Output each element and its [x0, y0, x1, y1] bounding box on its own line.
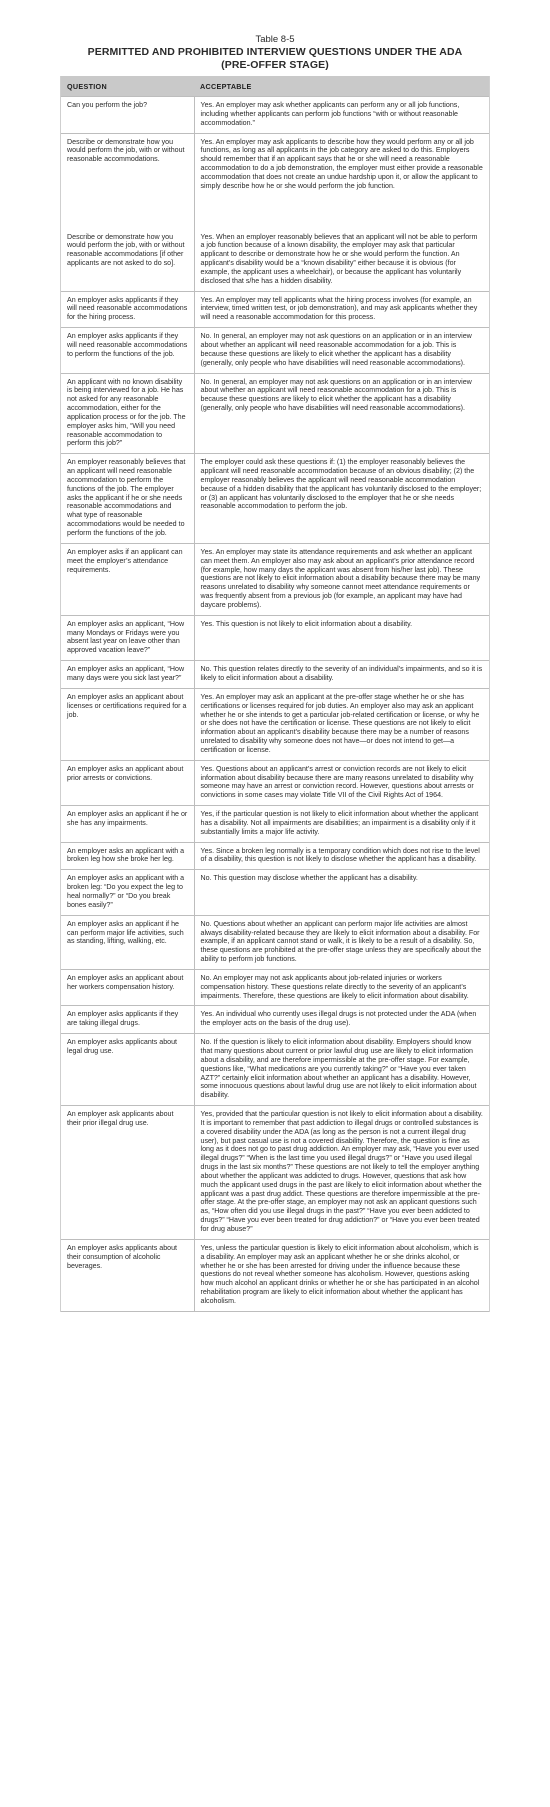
question-cell: An employer asks an applicant if he or she has any impairments.	[61, 806, 194, 843]
table-row	[61, 328, 489, 373]
table-row	[61, 688, 489, 760]
table-row	[61, 97, 489, 134]
answer-cell: The employer could ask these questions if: (1) the employer reasonably believes the applicant will need reasonable accommodation because of an obvious disability; (2) the employer reasonably believes the applicant will need reasonable accommodation because of a hidden disability that the applicant has voluntarily disclosed to the employer; or (3) an applicant has voluntarily disclosed to the employer that he or she needs reasonable accommodation to perform the job.	[194, 454, 489, 544]
question-cell: An employer asks an applicant, “How many days were you sick last year?”	[61, 661, 194, 689]
answer-text: Yes. An employer may ask applicants to describe how they would perform any or all job functions, as long as all applicants in the job category are asked to do this. Employers should remember that if an applicant says that he or she will need a reasonable accommodation to do a job demonstration, the employer must either provide a reasonable accommodation that does not create an undue hardship upon it, or allow the applicant to simply describe how he or she would perform the job function.	[200, 137, 483, 190]
table-row	[61, 1034, 489, 1106]
table-row	[61, 760, 489, 805]
question-cell: An employer ask applicants about their prior illegal drug use.	[61, 1106, 194, 1240]
question-cell	[61, 133, 194, 291]
table-row	[61, 915, 489, 969]
table-row	[61, 133, 489, 291]
answer-cell: Yes. An individual who currently uses illegal drugs is not protected under the ADA (when the employer acts on the basis of the drug use).	[194, 1006, 489, 1034]
answer-cell: Yes. An employer may ask whether applicants can perform any or all job functions, including whether applicants can perform job functions “with or without reasonable accommodation.”	[194, 97, 489, 134]
question-cell: An employer asks applicants if they are taking illegal drugs.	[61, 1006, 194, 1034]
table-row	[61, 1106, 489, 1240]
question-cell: An employer asks an applicant about her workers compensation history.	[61, 969, 194, 1006]
table-row	[61, 615, 489, 660]
answer-cell: Yes, provided that the particular question is not likely to elicit information about a disability. It is important to remember that past addiction to illegal drugs or controlled substances is a covered disability under the ADA (as long as the person is not a current illegal drug user), but past casual use is not a covered disability. Therefore, the question is fine as long as it does not go to past drug addiction. An employer may ask, “Have you ever used illegal drugs?” “When is the last time you used illegal drugs?” or “Have you used illegal drugs in the last six months?” These questions are not likely to tell the employer anything about whether the applicant was addicted to drugs. However, questions that ask how much the applicant used drugs in the past are likely to elicit information about whether the applicant was a past drug addict. These questions are therefore impermissible at the pre-offer stage. At the pre-offer stage, an employer may not ask an applicant questions such as, “How often did you use illegal drugs in the past?” “Have you ever been addicted to drugs?” “Have you ever been treated for drug addiction?” or “Have you ever been treated for drug abuse?”	[194, 1106, 489, 1240]
table-row	[61, 291, 489, 328]
answer-cell: No. In general, an employer may not ask questions on an application or in an interview about whether an applicant will need reasonable accommodation for a job. This is because these questions are likely to elicit whether the applicant has a disability (generally, only people who have disabilities will need reasonable accommodations).	[194, 328, 489, 373]
question-cell: An employer asks an applicant about prior arrests or convictions.	[61, 760, 194, 805]
question-cell: An employer asks an applicant if he can perform major life activities, such as standing, lifting, walking, etc.	[61, 915, 194, 969]
table-row	[61, 454, 489, 544]
table-row	[61, 543, 489, 615]
table-row	[61, 969, 489, 1006]
answer-cell: No. This question may disclose whether the applicant has a disability.	[194, 870, 489, 915]
table-row	[61, 1239, 489, 1311]
answer-cell: Yes. Questions about an applicant’s arrest or conviction records are not likely to elicit information about disability because there are many reasons unrelated to disability why someone may have an arrest or conviction record. However, questions about arrests or convictions in some cases may violate Title VII of the Civil Rights Act of 1964.	[194, 760, 489, 805]
question-cell: An employer asks an applicant, “How many Mondays or Fridays were you absent last year on leave other than approved vacation leave?”	[61, 615, 194, 660]
table-row	[61, 870, 489, 915]
table-header-row	[61, 76, 489, 97]
table-row	[61, 842, 489, 870]
answer-cell: No. If the question is likely to elicit information about disability. Employers should know that many questions about current or prior lawful drug use are likely to elicit information about a disability, and are therefore impermissible at the pre-offer stage. For example, questions like, “What medications are you currently taking?” or “Have you ever taken AZT?” certainly elicit information about whether an applicant has a disability. However, some innocuous questions about lawful drug use are not likely to elicit information about disability.	[194, 1034, 489, 1106]
question-cell: An employer reasonably believes that an applicant will need reasonable accommodation to perform the functions of the job. The employer asks the applicant if he or she needs reasonable accommodations and what type of reasonable accommodations would be needed to perform the functions of the job.	[61, 454, 194, 544]
interview-questions-table	[60, 76, 490, 1312]
table-label: Table 8-5	[255, 34, 295, 45]
question-cell: An employer asks applicants if they will need reasonable accommodations for the hiring process.	[61, 291, 194, 328]
question-cell: An employer asks applicants if they will need reasonable accommodations to perform the functions of the job.	[61, 328, 194, 373]
question-cell: An employer asks an applicant with a broken leg: “Do you expect the leg to heal normally?” or “Do you break bones easily?”	[61, 870, 194, 915]
question-cell: An employer asks an applicant with a broken leg how she broke her leg.	[61, 842, 194, 870]
table-row	[61, 661, 489, 689]
answer-cell: Yes. An employer may ask an applicant at the pre-offer stage whether he or she has certifications or licenses required for job duties. An employer also may ask an applicant whether he or she intends to get a particular job-related certification or license, or why he or she does not have the certification or license. These questions are not likely to elicit information about an applicant’s disability because there may be a number of reasons unrelated to disability why someone does not have—or does not intend to get—a certification or license.	[194, 688, 489, 760]
answer-cell: Yes. An employer may state its attendance requirements and ask whether an applicant can meet them. An employer also may ask about an applicant’s prior attendance record (for example, how many days the applicant was absent from his/her last job). These questions are not likely to elicit information about a disability because there may be many reasons unrelated to disability why someone cannot meet attendance requirements or was frequently absent from a previous job (for example, an applicant may have had daycare problems).	[194, 543, 489, 615]
question-cell: An applicant with no known disability is being interviewed for a job. He has not asked for any reasonable accommodation, either for the application process or for the job. The employer asks him, “Will you need reasonable accommodation to perform this job?”	[61, 373, 194, 454]
answer-cell: Yes, if the particular question is not likely to elicit information about whether the applicant has a disability. Not all impairments are disabilities; an impairment is a disability only if it substantially limits a major life activity.	[194, 806, 489, 843]
question-cell: An employer asks applicants about legal drug use.	[61, 1034, 194, 1106]
header-question: QUESTION	[61, 76, 194, 97]
table-title-line1: PERMITTED AND PROHIBITED INTERVIEW QUESTIONS UNDER THE ADA	[87, 46, 463, 58]
table-row	[61, 1006, 489, 1034]
table-row	[61, 373, 489, 454]
question-cell: Can you perform the job?	[61, 97, 194, 134]
question-cell: An employer asks applicants about their consumption of alcoholic beverages.	[61, 1239, 194, 1311]
document-page	[60, 34, 490, 1312]
question-text: Describe or demonstrate how you would perform the job, with or without reasonable accommodations.	[67, 137, 185, 164]
answer-text: Yes. When an employer reasonably believes that an applicant will not be able to perform a job function because of a known disability, the employer may ask that particular applicant to describe or demonstrate how he or she would perform the function. An applicant’s disability would be a “known disability” either because it is obvious (for example, the applicant uses a wheelchair), or because the applicant has voluntarily disclosed that s/he has a hidden disability.	[200, 232, 478, 285]
answer-cell: Yes. Since a broken leg normally is a temporary condition which does not rise to the level of a disability, this question is not likely to disclose whether the applicant has a disability.	[194, 842, 489, 870]
question-cell: An employer asks an applicant about licenses or certifications required for a job.	[61, 688, 194, 760]
answer-cell: Yes. An employer may tell applicants what the hiring process involves (for example, an interview, timed written test, or job demonstration), and may ask applicants whether they will need a reasonable accommodation for this process.	[194, 291, 489, 328]
answer-cell	[194, 133, 489, 291]
answer-cell: Yes. This question is not likely to elicit information about a disability.	[194, 615, 489, 660]
answer-cell: No. An employer may not ask applicants about job-related injuries or workers compensation history. These questions relate directly to the severity of an applicant’s impairments. Therefore, these questions are likely to elicit information about disability.	[194, 969, 489, 1006]
header-acceptable: ACCEPTABLE	[194, 76, 489, 97]
answer-cell: No. In general, an employer may not ask questions on an application or in an interview about whether an applicant will need reasonable accommodation for a job. This is because these questions are likely to elicit whether the applicant has a disability (generally, only people who have disabilities will need reasonable accommodations).	[194, 373, 489, 454]
question-text: Describe or demonstrate how you would perform the job, with or without reasonable accommodations [if other applicants are not asked to do so].	[67, 232, 185, 268]
answer-cell: No. Questions about whether an applicant can perform major life activities are almost always disability-related because they are likely to elicit information about a disability. For example, if an applicant cannot stand or walk, it is likely to be a result of a disability. So, these questions are prohibited at the pre-offer stage unless they are specifically about the ability to perform job functions.	[194, 915, 489, 969]
answer-cell: No. This question relates directly to the severity of an individual’s impairments, and so it is likely to elicit information about a disability.	[194, 661, 489, 689]
answer-cell: Yes, unless the particular question is likely to elicit information about alcoholism, which is a disability. An employer may ask an applicant whether he or she drinks alcohol, or whether he or she has been arrested for driving under the influence because these questions do not reveal whether someone has alcoholism. However, questions asking how much alcohol an applicant drinks or whether he or she has participated in an alcohol rehabilitation program are likely to elicit information about whether the applicant has alcoholism.	[194, 1239, 489, 1311]
question-cell: An employer asks if an applicant can meet the employer’s attendance requirements.	[61, 543, 194, 615]
table-title-line2: (PRE-OFFER STAGE)	[221, 59, 329, 71]
table-row	[61, 806, 489, 843]
